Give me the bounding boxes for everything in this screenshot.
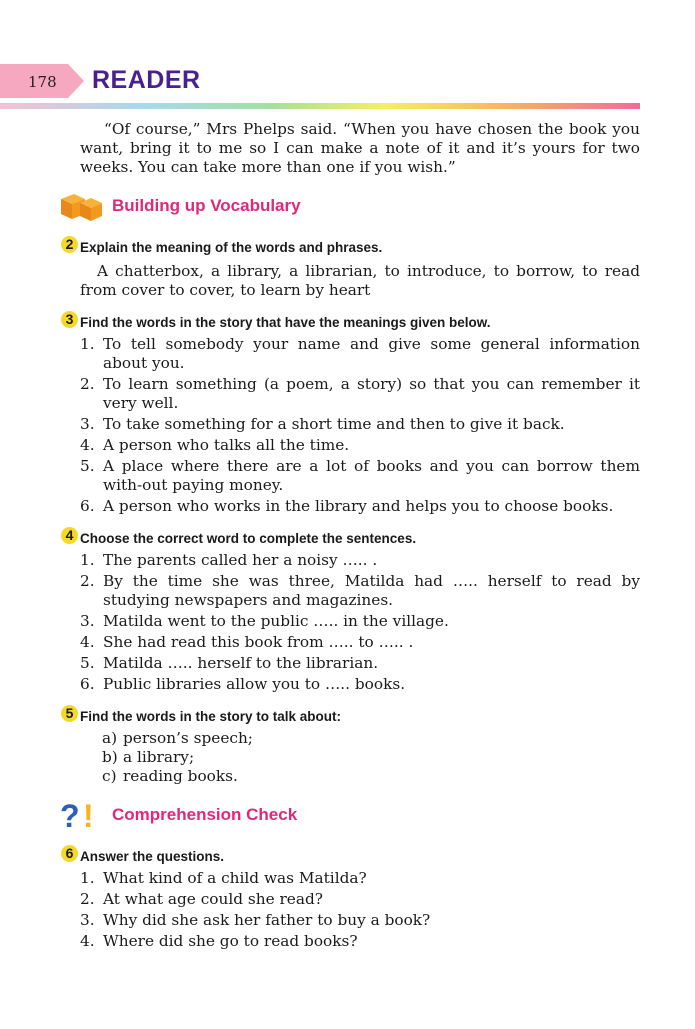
task-2-word-list: A chatterbox, a library, a librarian, to introduce, to borrow, to read from cover to cover, to learn by heart <box>80 262 640 299</box>
task-number-badge: 5 <box>61 705 78 722</box>
list-item: 3. Why did she ask her father to buy a book? <box>80 911 431 929</box>
page-header <box>0 60 695 110</box>
task-instruction: Answer the questions. <box>80 849 225 864</box>
list-item: b) a library; <box>102 748 195 766</box>
page-content <box>60 120 640 953</box>
task-number-badge: 3 <box>61 311 78 328</box>
task-instruction: Find the words in the story to talk about: <box>80 709 342 724</box>
section-comprehension <box>60 798 640 834</box>
list-item: a) person’s speech; <box>102 729 253 747</box>
header-divider <box>0 103 640 109</box>
task-instruction: Explain the meaning of the words and phrases. <box>80 240 383 255</box>
task-number-badge: 6 <box>61 845 78 862</box>
list-item: 6. Public libraries allow you to ….. books. <box>80 675 406 693</box>
list-item: 2. At what age could she read? <box>80 890 323 908</box>
section-vocabulary <box>80 189 640 225</box>
intro-paragraph: “Of course,” Mrs Phelps said. “When you have chosen the book you want, bring it to me so I can make a note of it and it’s yours for two weeks. You can take more than one if you wish.” <box>80 120 640 176</box>
list-item: 5. A place where there are a lot of books and you can borrow them with-out paying money. <box>80 457 640 494</box>
list-item: 5. Matilda ….. herself to the librarian. <box>80 654 379 672</box>
task-5 <box>65 705 640 786</box>
task-5-list <box>80 729 640 786</box>
list-item: 4. A person who talks all the time. <box>80 436 350 454</box>
task-number-badge: 2 <box>61 236 78 253</box>
task-3-list <box>80 335 640 516</box>
task-4-list <box>80 551 640 694</box>
section-title-vocabulary: Building up Vocabulary <box>112 196 301 215</box>
task-6 <box>65 845 640 951</box>
task-4 <box>65 527 640 694</box>
list-item: c) reading books. <box>102 767 238 785</box>
task-6-list <box>80 869 640 951</box>
task-3 <box>65 311 640 516</box>
list-item: 4. Where did she go to read books? <box>80 932 358 950</box>
list-item: 1. To tell somebody your name and give some general information about you. <box>80 335 640 372</box>
list-item: 2. By the time she was three, Matilda had ….. herself to read by studying newspapers and magazines. <box>80 572 640 609</box>
task-2 <box>65 236 640 300</box>
list-item: 1. What kind of a child was Matilda? <box>80 869 367 887</box>
list-item: 6. A person who works in the library and helps you to choose books. <box>80 497 614 515</box>
page-number: 178 <box>28 73 57 91</box>
list-item: 2. To learn something (a poem, a story) so that you can remember it very well. <box>80 375 640 412</box>
list-item: 3. To take something for a short time and then to give it back. <box>80 415 565 433</box>
question-exclamation-icon <box>58 798 104 832</box>
svg-text:!: ! <box>83 798 94 832</box>
task-instruction: Choose the correct word to complete the sentences. <box>80 531 417 546</box>
task-instruction: Find the words in the story that have the meanings given below. <box>80 315 491 330</box>
task-number-badge: 4 <box>61 527 78 544</box>
list-item: 1. The parents called her a noisy ….. . <box>80 551 378 569</box>
svg-text:?: ? <box>60 798 80 832</box>
list-item: 4. She had read this book from ….. to ….. . <box>80 633 414 651</box>
list-item: 3. Matilda went to the public ….. in the village. <box>80 612 449 630</box>
page-title: READER <box>92 66 201 94</box>
cubes-icon <box>58 189 104 223</box>
section-title-comprehension: Comprehension Check <box>112 805 298 824</box>
